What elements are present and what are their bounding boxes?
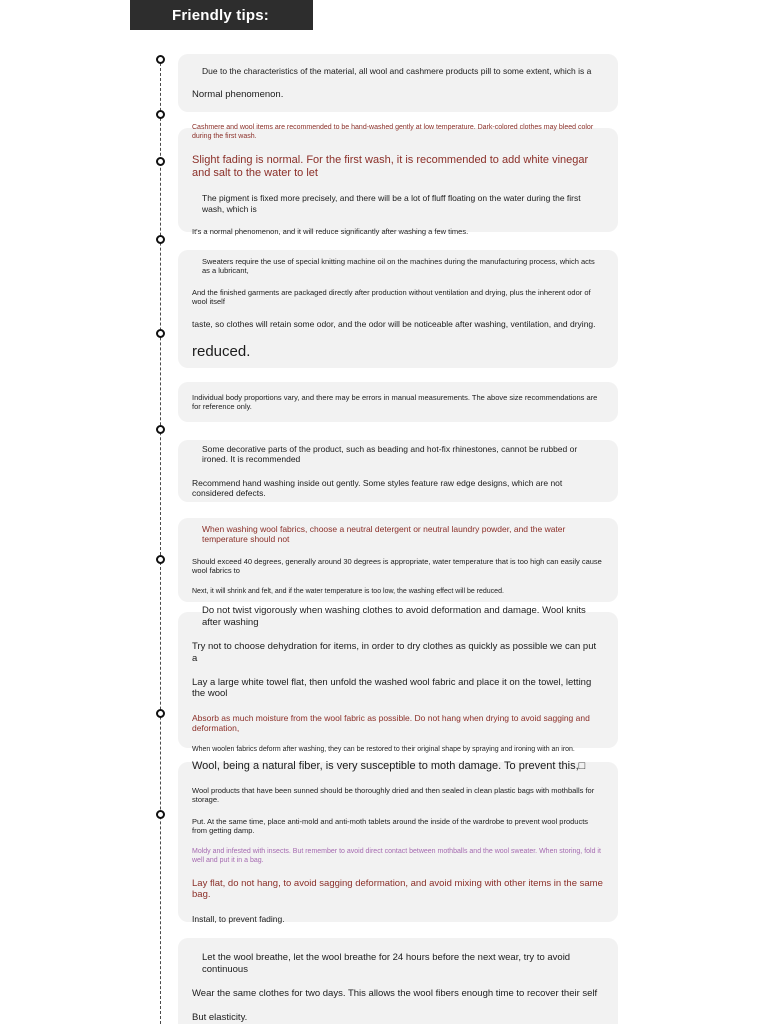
timeline-node-icon (156, 157, 165, 166)
tip-line: Recommend hand washing inside out gently. Some styles feature raw edge designs, which are not considered defects. (192, 477, 563, 498)
timeline-node-icon (156, 55, 165, 64)
timeline-node-icon (156, 810, 165, 819)
tip-line: Do not twist vigorously when washing clothes to avoid deformation and damage. Wool knits after washing (202, 605, 586, 628)
tip-line: Normal phenomenon. (192, 88, 284, 100)
tip-line: Sweaters require the use of special knitting machine oil on the machines during the manufacturing process, which acts as a lubricant, (202, 257, 595, 276)
tip-line: Moldy and infested with insects. But remember to avoid direct contact between mothballs and the wool sweater. When storing, fold it well and put it in a bag. (192, 848, 601, 864)
timeline-node-icon (156, 709, 165, 718)
tip-line: Let the wool breathe, let the wool breathe for 24 hours before the next wear, try to avoid continuous (202, 952, 571, 975)
timeline-node-icon (156, 235, 165, 244)
page-title: Friendly tips: (172, 6, 269, 24)
tip-line: The pigment is fixed more precisely, and there will be a lot of fluff floating on the water during the first wash, which is (202, 193, 581, 214)
tip-line: Absorb as much moisture from the wool fabric as possible. Do not hang when drying to avoid sagging and deformation, (192, 712, 590, 733)
tip-block (178, 382, 618, 422)
tip-line: Wool products that have been sunned should be thoroughly dried and then sealed in clean plastic bags with mothballs for storage. (192, 786, 595, 805)
tip-line: Should exceed 40 degrees, generally around 30 degrees is appropriate, water temperature that is too high can easily cause wool fabrics to (192, 557, 602, 575)
timeline-node-icon (156, 110, 165, 119)
tip-block (178, 518, 618, 602)
tip-line: When woolen fabrics deform after washing, they can be restored to their original shape by spraying and ironing with an iron. (192, 746, 575, 754)
tip-block (178, 605, 618, 754)
tip-line: Put. At the same time, place anti-mold and anti-moth tablets around the inside of the wardrobe to prevent wool products from getting damp. (192, 817, 589, 836)
tip-line: It's a normal phenomenon, and it will reduce significantly after washing a few times. (192, 226, 469, 236)
tip-line: Try not to choose dehydration for items, in order to dry clothes as quickly as possible we can put a (192, 641, 597, 664)
tip-block (178, 440, 618, 502)
tip-line: Some decorative parts of the product, such as beading and hot-fix rhinestones, cannot be rubbed or ironed. It is recommended (202, 444, 578, 465)
tip-line: Lay flat, do not hang, to avoid sagging deformation, and avoid mixing with other items in the same bag. (192, 878, 603, 901)
tip-block (178, 938, 618, 1024)
tip-line: Lay a large white towel flat, then unfold the washed wool fabric and place it on the towel, letting the wool (192, 677, 592, 700)
tip-line: taste, so clothes will retain some odor, and the odor will be noticeable after washing, ventilation, and drying. (192, 319, 596, 330)
timeline-node-icon (156, 555, 165, 564)
tip-line: Due to the characteristics of the material, all wool and cashmere products pill to some extent, which is a (202, 65, 592, 76)
tip-line: But elasticity. (192, 1012, 248, 1024)
tip-line: Individual body proportions vary, and there may be errors in manual measurements. The above size recommendations are for reference only. (192, 393, 598, 411)
tip-line: Wool, being a natural fiber, is very susceptible to moth damage. To prevent this,□ (192, 760, 586, 773)
tip-line: And the finished garments are packaged directly after production without ventilation and drying, plus the inherent odor of wool itself (192, 288, 591, 307)
tip-line: reduced. (192, 342, 251, 360)
tip-line: Slight fading is normal. For the first wash, it is recommended to add white vinegar and salt to the water to let (192, 154, 589, 180)
tip-line: When washing wool fabrics, choose a neutral detergent or neutral laundry powder, and the water temperature should not (202, 523, 566, 544)
timeline-node-icon (156, 329, 165, 338)
timeline-line (160, 58, 161, 1024)
tip-line: Wear the same clothes for two days. This allows the wool fibers enough time to recover their self (192, 988, 598, 999)
header-bar (130, 0, 313, 30)
tip-block (178, 762, 618, 922)
timeline-node-icon (156, 425, 165, 434)
tip-line: Install, to prevent fading. (192, 913, 285, 924)
tip-block (178, 124, 618, 236)
tip-line: Cashmere and wool items are recommended to be hand-washed gently at low temperature. Dark-colored clothes may bleed color during the first wash. (192, 124, 594, 140)
tip-block (178, 250, 618, 368)
tip-block (178, 54, 618, 112)
tip-line: Next, it will shrink and felt, and if the water temperature is too low, the washing effect will be reduced. (192, 588, 504, 595)
